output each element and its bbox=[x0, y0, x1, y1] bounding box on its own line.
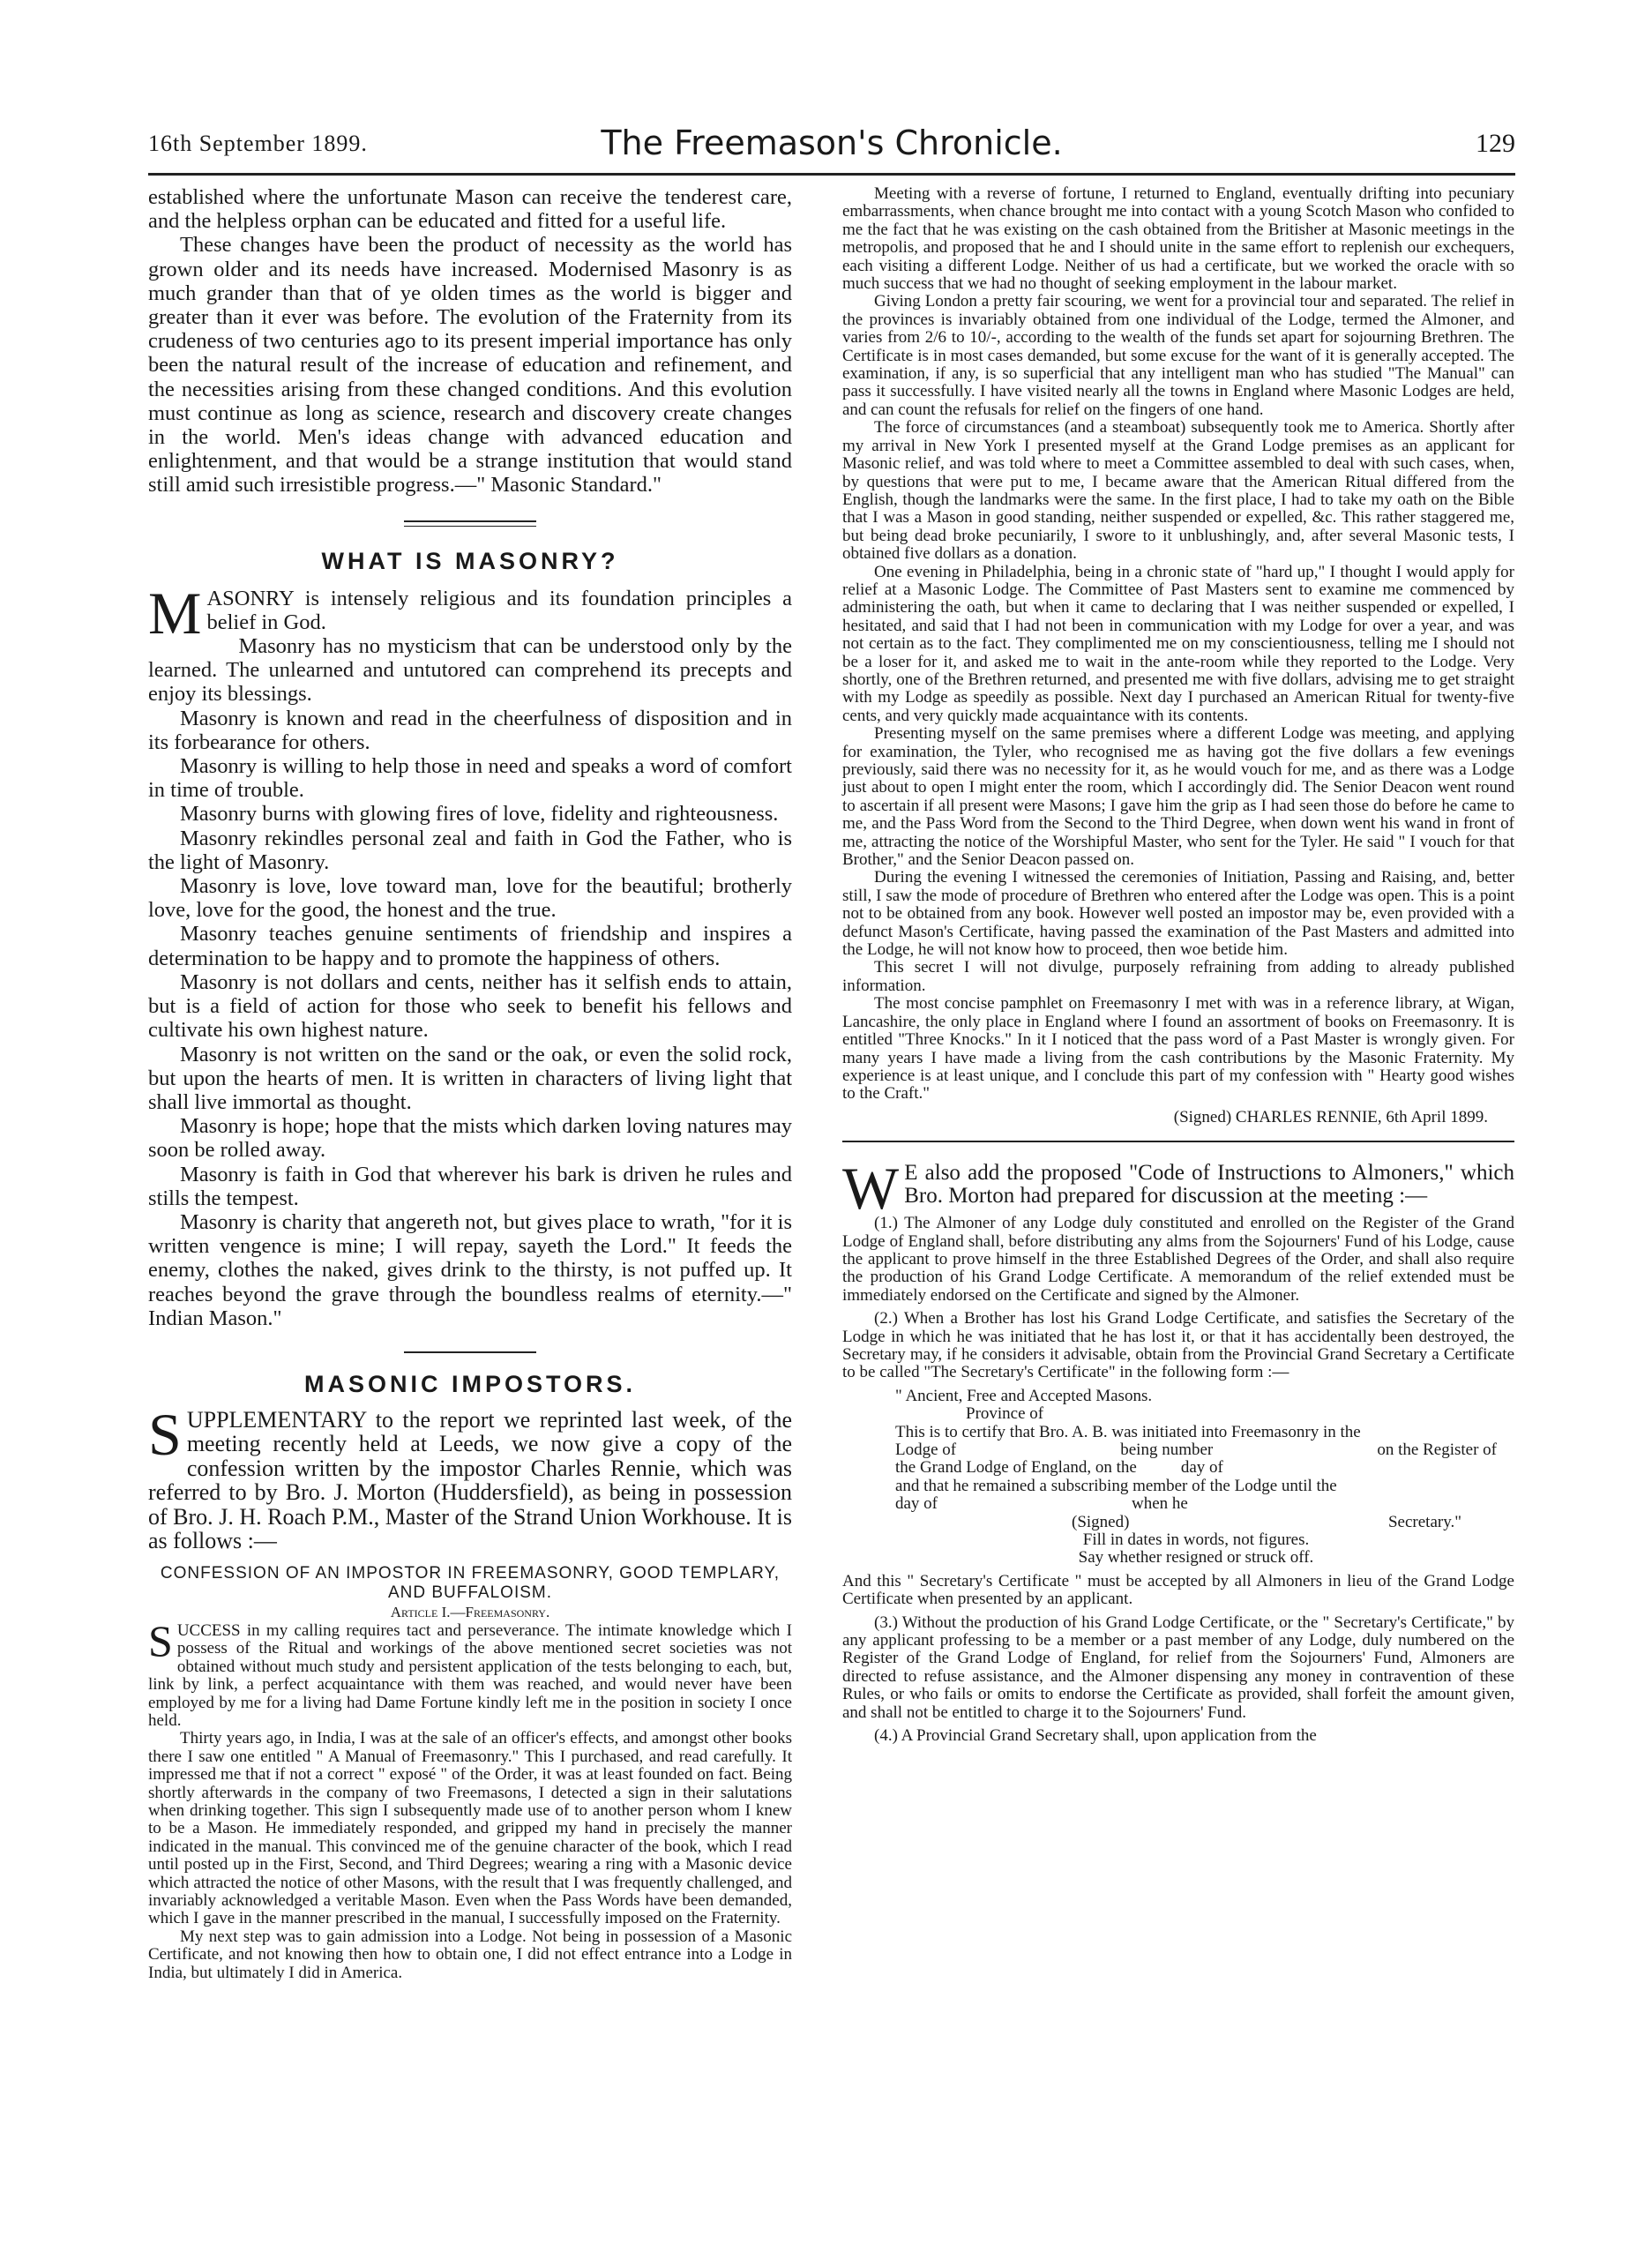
masonry-item: Masonry is charity that angereth not, but gives place to wrath, "for it is written vengence is mine; I will repay, sayeth the Lord." It feeds the enemy, clothes the naked, gives drink to the thirsty, is not puffed up. It reaches beyond the grave through the boundless realms of eternity.—" Indian Mason." bbox=[148, 1209, 792, 1330]
form-line: the Grand Lodge of England, on the day of bbox=[895, 1458, 1223, 1478]
page-header bbox=[148, 123, 1515, 168]
dropcap: W bbox=[842, 1155, 900, 1223]
form-line: and that he remained a subscribing member of the Lodge until the bbox=[895, 1476, 1337, 1495]
dropcap: M bbox=[148, 579, 202, 647]
certificate-form bbox=[842, 1388, 1514, 1568]
code-rule: (4.) A Provincial Grand Secretary shall, upon application from the bbox=[874, 1726, 1317, 1746]
masonry-item: Masonry has no mysticism that can be understood only by the learned. The unlearned and untutored can comprehend its precepts and enjoy its blessings. bbox=[148, 634, 792, 707]
confession-paragraph: Thirty years ago, in India, I was at the sale of an officer's effects, and amongst other books there I saw one entitled " A Manual of Freemasonry." This I purchased, and read carefully. It impressed me that if not a correct " exposé " of the Order, it was at least founded on fact. Being shortly afterwards in the company of two Freemasons, I detected a sign in their salutations when drinking together. This sign I subsequently made use of to another person whom I knew to be a Mason. He immediately responded, and gripped my hand in precisely the manner indicated in the manual. This convinced me of the genuine character of the book, which I read until posted up in the First, Second, and Third Degrees; wearing a ring with a Masonic device which attracted the notice of other Masons, with the result that I was frequently challenged, and invariably acknowledged a veritable Mason. Even when the Pass Words have been demanded, which I gave in the manner prescribed in the manual, I successfully imposed on the Fraternity. bbox=[148, 1729, 792, 1928]
form-line: Lodge of being number on the Register of bbox=[895, 1441, 1497, 1459]
publication-title: The Freemason's Chronicle. bbox=[601, 123, 1063, 162]
masonic-impostors-heading: MASONIC IMPOSTORS. bbox=[303, 1370, 637, 1397]
masonry-item: Masonry is known and read in the cheerfulness of disposition and in its forbearance for others. bbox=[148, 706, 792, 754]
confession-paragraph: Meeting with a reverse of fortune, I returned to England, eventually drifting into pecuniary embarrassments, when chance brought me into contact with a young Scotch Mason who confided to me the fact that he was existing on the cash obtained from the Britisher at Masonic meetings in the metropolis, and proposed that he and I should unite in the same effort to replenish our exchequers, each visiting a different Lodge. Neither of us had a certificate, but we worked the oracle with so much success that we had no thought of seeking employment in the labour market. bbox=[842, 184, 1514, 294]
form-title: " Ancient, Free and Accepted Masons. bbox=[895, 1386, 1153, 1405]
confession-paragraph: One evening in Philadelphia, being in a chronic state of "hard up," I thought I would apply for relief at a Masonic Lodge. The Committee of Past Masters sent to examine me commenced by administering the oath, but when it came to declaring that I was neither suspended or expelled, I hesitated, and said that I had not been in communication with my Lodge for over a year, and was not certain as to the fact. They complimented me on my conscientiousness, telling me I should not be a loser for it, and asked me to wait in the ante-room while they reported to the Lodge. Very shortly, one of the Brethren returned, and presented me with five dollars, advising me to get straight with my Lodge as speedily as possible. Next day I purchased an American Ritual for twenty-five cents, and very quickly made acquaintance with its contents. bbox=[842, 562, 1514, 725]
header-rule bbox=[148, 173, 1515, 176]
masonry-item: Masonry is willing to help those in need and speaks a word of comfort in time of trouble. bbox=[148, 754, 792, 803]
masonry-item: Masonry is love, love toward man, love for the beautiful; brotherly love, love for the good, the honest and the true. bbox=[148, 874, 792, 923]
left-column bbox=[148, 185, 792, 1982]
code-rule: And this " Secretary's Certificate " must be accepted by all Almoners in lieu of the Grand Lodge Certificate when presented by an applicant. bbox=[842, 1571, 1514, 1609]
masonry-item: Masonry is not dollars and cents, neither has it selfish ends to attain, but is a field of action for those who seek to benefit his fellows and cultivate his own highest nature. bbox=[148, 969, 792, 1043]
form-note: Fill in dates in words, not figures. bbox=[1082, 1530, 1310, 1550]
masonry-item: Masonry teaches genuine sentiments of friendship and inspires a determination to be happy and to promote the happiness of others. bbox=[148, 922, 792, 970]
article-label: Article I.—Freemasonry. bbox=[390, 1603, 550, 1620]
confession-paragraph: This secret I will not divulge, purposely refraining from adding to already published information. bbox=[842, 958, 1514, 995]
confession-paragraph: SUCCESS in my calling requires tact and perseverance. The intimate knowledge which I possess of the Ritual and workings of the above mentioned secret societies was not obtained without much study and persistent application of the tests belonging to each, but, link by link, a perfect acquaintance with them was reached, and would never have been employed by me for a living had Dame Fortune kindly left me in the position in society I once held. bbox=[148, 1615, 792, 1730]
what-is-masonry-heading: WHAT IS MASONRY? bbox=[321, 547, 619, 574]
code-intro: W E also add the proposed "Code of Instructions to Almoners," which Bro. Morton had prepared for discussion at the meeting :— bbox=[842, 1155, 1514, 1223]
code-rule: (2.) When a Brother has lost his Grand Lodge Certificate, and satisfies the Secretary of the Lodge in which he was initiated that he has lost it, or that it has accidentally been destroyed, the Secretary may, if he considers it advisable, obtain from the Provincial Grand Secretary a Certificate to be called "The Secretary's Certificate" in the following form :— bbox=[842, 1309, 1514, 1382]
form-province: Province of bbox=[966, 1404, 1044, 1424]
dropcap: S bbox=[148, 1400, 182, 1468]
dropcap: S bbox=[148, 1615, 173, 1665]
intro-paragraph-1: established where the unfortunate Mason can receive the tenderest care, and the helpless orphan can be educated and fitted for a useful life. bbox=[148, 185, 792, 234]
confession-paragraph: The most concise pamphlet on Freemasonry I met with was in a reference library, at Wigan, Lancashire, the only place in England where I found an assortment of books on Freemasonry. It is entitled "Three Knocks." In it I noticed that the pass word of a Past Master is wrongly given. For many years I have made a living from the cash contributions by the Masonic Fraternity. My experience is at least unique, and I conclude this part of my confession with " Hearty good wishes to the Craft." bbox=[842, 994, 1514, 1104]
confession-heading: CONFESSION OF AN IMPOSTOR IN FREEMASONRY, GOOD TEMPLARY, AND BUFFALOISM. bbox=[160, 1563, 781, 1602]
right-column bbox=[842, 185, 1514, 1746]
masonry-item: Masonry is hope; hope that the mists which darken loving natures may soon be rolled away. bbox=[148, 1114, 792, 1163]
intro-paragraph-2: These changes have been the product of necessity as the world has grown older and its needs have increased. Modernised Masonry is as much grander than that of ye olden times as the world is bigger and greater than it ever was before. The evolution of the Fraternity from its crudeness of two centuries ago to its present imperial importance has only been the natural result of the increase of education and refinement, and the necessities arising from these changed conditions. And this evolution must continue as long as science, research and discovery create changes in the world. Men's ideas change with advanced education and enlightenment, and that would be a strange institution that would stand still amid such irresistible progress.—" Masonic Standard." bbox=[148, 233, 792, 498]
masonry-item: Masonry burns with glowing fires of love, fidelity and righteousness. bbox=[180, 802, 779, 827]
page-number: 129 bbox=[1476, 129, 1515, 158]
signature-line: (Signed) CHARLES RENNIE, 6th April 1899. bbox=[1173, 1107, 1488, 1126]
confession-paragraph: Giving London a pretty fair scouring, we went for a provincial tour and separated. The relief in the provinces is invariably obtained from one individual of the Lodge, termed the Almoner, and varies from 2/6 to 10/-, according to the wealth of the funds set apart for sojourning Brethren. The Certificate is in most cases demanded, but some excuse for the want of it is generally accepted. The examination, if any, is so superficial that any intelligent man who has studied "The Manual" can pass it successfully. I have visited nearly all the towns in England where Masonic Lodges are held, and can count the refusals for relief on the fingers of one hand. bbox=[842, 292, 1514, 419]
confession-paragraph: The force of circumstances (and a steamboat) subsequently took me to America. Shortly after my arrival in New York I presented myself at the Grand Lodge premises as an applicant for Masonic relief, and was told where to meet a Committee assembled to deal with such cases, when, by questions that were put to me, I became aware that the American Ritual differed from the English, though the landmarks were the same. In the first place, I had to take my oath on the Bible that I was a Mason in good standing, neither suspended or expelled, &c. This rather staggered me, but being dead broke pecuniarily, I swore to it unblushingly, and, after several Masonic tests, I obtained five dollars as a donation. bbox=[842, 418, 1514, 564]
form-note: Say whether resigned or struck off. bbox=[1078, 1548, 1314, 1568]
masonry-item: Masonry is not written on the sand or the oak, or even the solid rock, but upon the hearts of men. It is written in characters of living light that shall live immortal as thought. bbox=[148, 1042, 792, 1114]
form-line: day of when he bbox=[895, 1494, 1188, 1514]
code-rule: (1.) The Almoner of any Lodge duly constituted and enrolled on the Register of the Grand Lodge of England shall, before distributing any alms from the Sojourners' Fund of his Lodge, cause the applicant to prove himself in the three Established Degrees of the Order, and shall also require the production of his Grand Lodge Certificate. A memorandum of the relief extended must be immediately endorsed on the Certificate and signed by the Almoner. bbox=[842, 1214, 1514, 1305]
section-divider bbox=[404, 520, 536, 522]
form-line: This is to certify that Bro. A. B. was initiated into Freemasonry in the bbox=[895, 1422, 1361, 1441]
masonry-item: MASONRY is intensely religious and its foundation principles a belief in God. bbox=[148, 579, 792, 647]
masonry-item: Masonry rekindles personal zeal and faith in God the Father, who is the light of Masonry. bbox=[148, 826, 792, 874]
masonry-item: Masonry is faith in God that wherever his bark is driven he rules and stills the tempest. bbox=[148, 1162, 792, 1210]
confession-paragraph: Presenting myself on the same premises where a different Lodge was meeting, and applying for examination, the Tyler, who recognised me as having got the five dollars a few evenings previously, said there was no necessity for it, as he would vouch for me, and as there was a Lodge just about to open I might enter the room, which I accordingly did. The Senior Deacon went round to ascertain if all present were Masons; I gave him the grip as I had seen those do before he came to me, and the Pass Word from the Second to the Third Degree, when down went his wand in front of me, attracting the notice of the Worshipful Master, who sent for the Tyler. He said " I vouch for that Brother," and the Senior Deacon passed on. bbox=[842, 724, 1514, 870]
impostors-intro: SUPPLEMENTARY to the report we reprinted last week, of the meeting recently held at Leeds, we now give a copy of the confession written by the impostor Charles Rennie, which was referred to by Bro. J. Morton (Huddersfield), as being in possession of Bro. J. H. Roach P.M., Master of the Strand Union Workhouse. It is as follows :— bbox=[148, 1400, 792, 1554]
form-signature: (Signed) Secretary." bbox=[1072, 1512, 1461, 1531]
confession-paragraph: My next step was to gain admission into a Lodge. Not being in possession of a Masonic Certificate, and not knowing then how to obtain one, I did not effect entrance into a Lodge in India, but ultimately I did in America. bbox=[148, 1927, 792, 1982]
confession-paragraph: During the evening I witnessed the ceremonies of Initiation, Passing and Raising, and, better still, I saw the mode of procedure of Brethren who entered after the Lodge was open. This is a point not to be obtained from any book. However well posted an impostor may be, even provided with a defunct Mason's Certificate, having passed the examination of the Past Masters and admitted into the Lodge, he will not know how to proceed, then woe betide him. bbox=[842, 868, 1514, 960]
issue-date: 16th September 1899. bbox=[148, 131, 368, 156]
code-rule: (3.) Without the production of his Grand Lodge Certificate, or the " Secretary's Certificate," by any applicant professing to be a member or a past member of any Lodge, duly numbered on the Register of the Grand Lodge of England, for relief from the Sojourners' Fund, Almoners are directed to refuse assistance, and the Almoner dispensing any money in contravention of these Rules, or who fails or omits to endorse the Certificate as provided, shall forfeit the amount given, and shall not be entitled to charge it to the Sojourners' Fund. bbox=[842, 1613, 1514, 1722]
